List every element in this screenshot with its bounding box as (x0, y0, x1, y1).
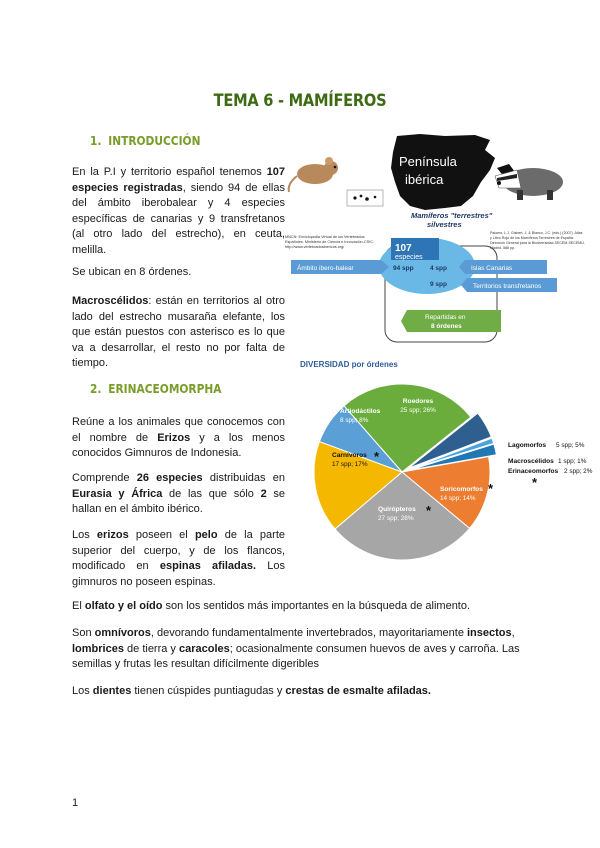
islands-box (347, 190, 383, 206)
intro-paragraph-2: Se ubican en 8 órdenes. (72, 266, 192, 278)
transfretanos-label: Territorios transfretanos (473, 283, 542, 290)
pie-value-artiodáctilos: 8 spp; 8% (340, 417, 369, 424)
section-title: ERINACEOMORPHA (108, 381, 222, 396)
section-heading-introduccion (90, 132, 200, 150)
ref-left-3: http://www.vertebradosibericos.org/ (285, 245, 345, 249)
section-number: 2. (90, 381, 102, 396)
ref-right-4: Madrid. 588 pp. (490, 246, 515, 250)
infographic-subtitle-2: silvestres (427, 220, 462, 229)
page-title: TEMA 6 - MAMÍFEROS (213, 91, 387, 111)
chart-title: DIVERSIDAD por órdenes (300, 360, 398, 369)
pie-star-soricomorfos: * (488, 481, 494, 496)
erin-paragraph-4: El olfato y el oído son los sentidos más importantes en la búsqueda de alimento. (72, 600, 471, 612)
map-label-2: ibérica (405, 172, 444, 187)
pie-value-macroscélidos: 1 spp; 1% (558, 458, 587, 465)
intro-paragraph-1: En la P.I y territorio español tenemos 107 especies registradas, siendo 94 de ellas del ámbito iberobalear y 4 especies específicas de canarias y 9 transfretanos (al otro lado del estrecho), en ceuta, melilla. (72, 166, 285, 257)
section-number: 1. (90, 133, 102, 148)
spp-4: 4 spp (430, 265, 447, 272)
intro-paragraph-3: Macroscélidos: están en territorios al otro lado del estrecho musaraña elefante, los que están puestos con asterisco es lo que va a desarrollar, el resto no por falta de tiempo. (72, 295, 285, 370)
pie-label-carnívoros: Carnívoros (332, 452, 367, 459)
total-species-sub: especies (395, 254, 423, 261)
pie-label-lagomorfos: Lagomorfos (508, 442, 547, 449)
page-number: 1 (72, 797, 79, 809)
spp-94: 94 spp (393, 265, 414, 272)
pie-star-erinaceomorfos: * (532, 475, 538, 490)
pie-label-soricomorfos: Soricomorfos (440, 486, 483, 493)
pie-value-lagomorfos: 5 spp; 5% (556, 442, 585, 449)
reparto-label-1: Repartidas en (425, 314, 466, 321)
pie-label-quirópteros: Quirópteros (378, 506, 416, 513)
erin-paragraph-6: Los dientes tienen cúspides puntiagudas y crestas de esmalte afiladas. (72, 685, 431, 697)
section-heading-erinaceomorpha (90, 380, 222, 398)
total-species: 107 (395, 243, 412, 254)
pie-star-quirópteros: * (426, 503, 432, 518)
erin-paragraph-2: Comprende 26 especies distribuidas en Eurasia y África de las que sólo 2 se hallan en el ámbito ibérico. (72, 472, 285, 516)
species-infographic (285, 128, 595, 348)
infographic-subtitle-1: Mamíferos "terrestres" (411, 211, 493, 220)
ref-right-1: Palomo, L.J, Gisbert, J. & Blanco, J.C. (eds.) (2007). Atlas (490, 231, 583, 235)
left-box-label: Ámbito ibero-balear (297, 265, 354, 272)
ref-left-2: Españoles. Ministerio de Ciencia e Innovación-CSIC. (285, 240, 375, 244)
map-label-1: Península (399, 154, 457, 169)
erin-paragraph-3: Los erizos poseen el pelo de la parte superior del cuerpo, y de los flancos, modificado en espinas afiladas. Los gimnuros no poseen espinas. (72, 529, 286, 588)
pie-value-roedores: 25 spp; 26% (400, 407, 436, 414)
pie-value-carnívoros: 17 spp; 17% (332, 461, 368, 468)
pie-label-artiodáctilos: Artiodáctilos (340, 408, 381, 415)
ref-right-3: Dirección General para la Biodiversidad-SECEM-SECEMU. (490, 241, 585, 245)
section-title: INTRODUCCIÓN (108, 133, 201, 148)
ref-left-1: MNCN: Enciclopedia Virtual de los Vertebrados (285, 235, 365, 239)
pie-star-carnívoros: * (374, 449, 380, 464)
erin-paragraph-1: Reúne a los animales que conocemos con el nombre de Erizos y a los menos conocidos Gimnuros de Indonesia. (72, 416, 286, 460)
ref-right-2: y Libro Rojo de los Mamíferos Terrestres de España. (490, 236, 574, 240)
pie-label-roedores: Roedores (402, 398, 434, 405)
pie-value-soricomorfos: 14 spp; 14% (440, 495, 476, 502)
pie-value-quirópteros: 27 spp; 28% (378, 515, 414, 522)
spp-9: 9 spp (430, 281, 447, 288)
pie-label-macroscélidos: Macroscélidos (508, 458, 554, 465)
pie-value-erinaceomorfos: 2 spp; 2% (564, 468, 593, 475)
erin-paragraph-5: Son omnívoros, devorando fundamentalmente invertebrados, mayoritariamente insectos, lombrices de tierra y caracoles; ocasionalmente consumen huevos de aves y carroña. Las semillas y frutas les resultan difícilmente digeribles (72, 627, 520, 671)
reparto-label-2: 8 órdenes (431, 323, 462, 330)
pie-label-erinaceomorfos: Erinaceomorfos (508, 468, 559, 475)
mouse-icon (289, 157, 338, 192)
canarias-label: Islas Canarias (471, 265, 513, 272)
diversity-pie-chart (290, 355, 600, 570)
